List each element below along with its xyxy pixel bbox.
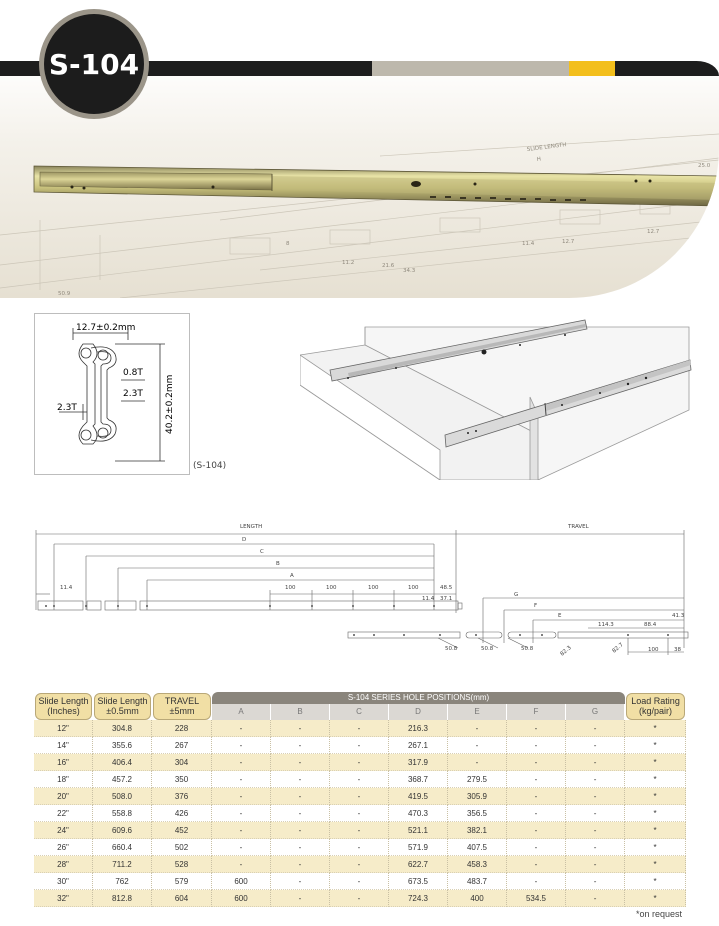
hero-d5: 11.2 xyxy=(342,260,355,266)
model-title: S-104 xyxy=(48,47,140,81)
header-slide-inches: Slide Length (Inches) xyxy=(35,693,92,720)
hole-col-c: C xyxy=(330,704,389,720)
table-cell: 622.7 xyxy=(389,856,448,873)
table-cell: 267.1 xyxy=(389,737,448,754)
drawer-illustration xyxy=(300,315,700,480)
dim-37-1: 37.1 xyxy=(440,596,453,602)
table-row xyxy=(34,737,686,754)
table-row xyxy=(34,771,686,788)
table-cell: 419.5 xyxy=(389,788,448,805)
table-cell: 452 xyxy=(152,822,212,839)
table-cell: - xyxy=(448,754,507,771)
dim-41-3: 41.3 xyxy=(672,613,685,619)
table-row xyxy=(34,754,686,771)
table-cell: 528 xyxy=(152,856,212,873)
table-cell: 24" xyxy=(34,822,93,839)
table-cell: 30" xyxy=(34,873,93,890)
table-cell: - xyxy=(507,771,566,788)
table-cell: - xyxy=(330,856,389,873)
table-cell: - xyxy=(330,822,389,839)
profile-t3: 2.3T xyxy=(57,403,77,413)
table-cell: - xyxy=(448,737,507,754)
dim-pitch-3: 100 xyxy=(368,585,379,591)
table-cell: - xyxy=(330,737,389,754)
table-cell: 267 xyxy=(152,737,212,754)
table-row xyxy=(34,788,686,805)
table-cell: - xyxy=(212,839,271,856)
table-cell: 304 xyxy=(152,754,212,771)
d-label: D xyxy=(242,537,247,543)
table-cell: 600 xyxy=(212,873,271,890)
table-cell: - xyxy=(271,805,330,822)
table-cell: - xyxy=(507,856,566,873)
dim-pitch-4: 100 xyxy=(408,585,419,591)
dim-11-4: 11.4 xyxy=(422,596,435,602)
table-cell: * xyxy=(625,754,686,771)
table-cell: 579 xyxy=(152,873,212,890)
table-row xyxy=(34,822,686,839)
spec-table xyxy=(34,692,686,907)
table-cell: 18" xyxy=(34,771,93,788)
table-cell: * xyxy=(625,856,686,873)
table-cell: 400 xyxy=(448,890,507,907)
table-cell: 22" xyxy=(34,805,93,822)
table-row xyxy=(34,873,686,890)
hero-h: H xyxy=(536,156,542,163)
table-cell: - xyxy=(330,754,389,771)
table-cell: 305.9 xyxy=(448,788,507,805)
table-cell: - xyxy=(271,873,330,890)
table-cell: - xyxy=(507,737,566,754)
dim-38: 38 xyxy=(674,647,681,653)
table-cell: * xyxy=(625,890,686,907)
table-cell: 12" xyxy=(34,720,93,737)
table-cell: - xyxy=(566,771,625,788)
b-label: B xyxy=(276,561,280,567)
hole-col-d: D xyxy=(389,704,448,720)
profile-caption: (S-104) xyxy=(193,461,227,471)
table-cell: - xyxy=(212,737,271,754)
profile-width: 12.7±0.2mm xyxy=(76,323,136,333)
dim-pitch-2: 100 xyxy=(326,585,337,591)
table-cell: - xyxy=(330,839,389,856)
table-cell: 26" xyxy=(34,839,93,856)
hole-col-g: G xyxy=(566,704,625,720)
profile-diagram xyxy=(34,313,190,475)
table-cell: 28" xyxy=(34,856,93,873)
footnote: *on request xyxy=(635,909,682,919)
hero-d8: 8 xyxy=(286,241,290,247)
table-cell: - xyxy=(566,873,625,890)
table-cell: - xyxy=(566,737,625,754)
table-cell: 407.5 xyxy=(448,839,507,856)
table-cell: - xyxy=(507,873,566,890)
table-cell: * xyxy=(625,873,686,890)
profile-t2: 2.3T xyxy=(123,389,143,399)
table-row xyxy=(34,890,686,907)
table-cell: * xyxy=(625,788,686,805)
table-cell: 406.4 xyxy=(93,754,152,771)
table-cell: - xyxy=(271,771,330,788)
table-cell: * xyxy=(625,737,686,754)
table-cell: 355.6 xyxy=(93,737,152,754)
hero-d9: 50.9 xyxy=(58,291,71,297)
table-cell: - xyxy=(212,788,271,805)
table-cell: - xyxy=(271,890,330,907)
table-cell: - xyxy=(330,788,389,805)
table-cell: - xyxy=(507,822,566,839)
table-cell: - xyxy=(566,788,625,805)
table-cell: 458.3 xyxy=(448,856,507,873)
table-cell: 470.3 xyxy=(389,805,448,822)
table-cell: - xyxy=(566,822,625,839)
table-cell: - xyxy=(271,754,330,771)
table-cell: 534.5 xyxy=(507,890,566,907)
table-row xyxy=(34,720,686,737)
table-body xyxy=(34,720,686,907)
table-cell: * xyxy=(625,805,686,822)
table-cell: 571.9 xyxy=(389,839,448,856)
hero-d4: 12.7 xyxy=(647,229,660,235)
table-cell: 508.0 xyxy=(93,788,152,805)
dim-114-3: 114.3 xyxy=(598,622,614,628)
header-travel: TRAVEL ±5mm xyxy=(153,693,211,720)
table-cell: - xyxy=(271,720,330,737)
hero-d7: 34.3 xyxy=(403,268,416,274)
hero-d2: 11.4 xyxy=(522,241,535,247)
table-cell: 600 xyxy=(212,890,271,907)
table-cell: 426 xyxy=(152,805,212,822)
c-label: C xyxy=(260,549,264,555)
table-cell: 350 xyxy=(152,771,212,788)
table-cell: 762 xyxy=(93,873,152,890)
dim-50-8c: 50.8 xyxy=(521,646,534,652)
dim-11-4-left: 11.4 xyxy=(60,585,73,591)
table-cell: - xyxy=(271,788,330,805)
table-cell: * xyxy=(625,720,686,737)
dim-88-4: 88.4 xyxy=(644,622,657,628)
table-row xyxy=(34,805,686,822)
table-cell: - xyxy=(271,737,330,754)
table-cell: - xyxy=(212,754,271,771)
header-bar-grey xyxy=(372,61,569,76)
table-cell: - xyxy=(507,788,566,805)
table-cell: - xyxy=(330,771,389,788)
table-cell: 20" xyxy=(34,788,93,805)
table-cell: 609.6 xyxy=(93,822,152,839)
table-cell: 304.8 xyxy=(93,720,152,737)
table-cell: - xyxy=(507,839,566,856)
dim-82-3: 82.3 xyxy=(559,645,573,658)
table-cell: 16" xyxy=(34,754,93,771)
table-cell: - xyxy=(507,805,566,822)
table-cell: 216.3 xyxy=(389,720,448,737)
dim-pitch-1: 100 xyxy=(285,585,296,591)
table-cell: 376 xyxy=(152,788,212,805)
dim-50-8a: 50.8 xyxy=(445,646,458,652)
hole-col-b: B xyxy=(271,704,330,720)
technical-drawing xyxy=(28,518,692,663)
table-cell: - xyxy=(330,873,389,890)
table-cell: 812.8 xyxy=(93,890,152,907)
table-cell: - xyxy=(330,720,389,737)
table-cell: - xyxy=(566,805,625,822)
hole-col-e: E xyxy=(448,704,507,720)
table-row xyxy=(34,856,686,873)
hole-col-a: A xyxy=(212,704,271,720)
table-row xyxy=(34,839,686,856)
table-cell: 279.5 xyxy=(448,771,507,788)
table-cell: 660.4 xyxy=(93,839,152,856)
table-cell: 457.2 xyxy=(93,771,152,788)
table-cell: 502 xyxy=(152,839,212,856)
header-bar-yellow xyxy=(569,61,615,76)
hero-d3: 12.7 xyxy=(562,239,575,245)
table-cell: - xyxy=(271,856,330,873)
header-slide-mm: Slide Length ±0.5mm xyxy=(94,693,151,720)
table-cell: 356.5 xyxy=(448,805,507,822)
hero-d1: 25.0 xyxy=(698,163,711,169)
table-cell: 558.8 xyxy=(93,805,152,822)
profile-drawing xyxy=(35,314,189,474)
header-bar-end xyxy=(615,61,719,76)
table-cell: * xyxy=(625,822,686,839)
profile-height: 40.2±0.2mm xyxy=(165,374,175,434)
table-cell: 317.9 xyxy=(389,754,448,771)
table-cell: - xyxy=(566,754,625,771)
table-cell: - xyxy=(566,839,625,856)
table-cell: - xyxy=(566,720,625,737)
hero-slide-length: SLIDE LENGTH xyxy=(526,142,567,153)
model-badge xyxy=(44,14,144,114)
table-cell: - xyxy=(212,822,271,839)
table-cell: 521.1 xyxy=(389,822,448,839)
profile-t1: 0.8T xyxy=(123,368,143,378)
hero-d6: 21.6 xyxy=(382,263,395,269)
travel-label: TRAVEL xyxy=(568,524,589,530)
table-cell: - xyxy=(566,890,625,907)
table-cell: 228 xyxy=(152,720,212,737)
dim-50-8b: 50.8 xyxy=(481,646,494,652)
table-cell: 711.2 xyxy=(93,856,152,873)
f-label: F xyxy=(534,603,538,609)
dim-100: 100 xyxy=(648,647,659,653)
dim-82-7: 82.7 xyxy=(611,642,625,655)
header-hole-positions: S-104 SERIES HOLE POSITIONS(mm) xyxy=(212,692,625,704)
table-cell: - xyxy=(212,805,271,822)
table-cell: - xyxy=(330,890,389,907)
table-cell: - xyxy=(448,720,507,737)
dim-48-5: 48.5 xyxy=(440,585,453,591)
table-cell: - xyxy=(566,856,625,873)
table-cell: - xyxy=(271,839,330,856)
table-cell: - xyxy=(271,822,330,839)
g-label: G xyxy=(514,592,519,598)
table-cell: 382.1 xyxy=(448,822,507,839)
table-cell: 483.7 xyxy=(448,873,507,890)
table-cell: - xyxy=(330,805,389,822)
a-label: A xyxy=(290,573,294,579)
table-cell: 32" xyxy=(34,890,93,907)
table-cell: - xyxy=(507,720,566,737)
table-cell: - xyxy=(507,754,566,771)
header-load-rating: Load Rating (kg/pair) xyxy=(626,693,685,720)
table-cell: - xyxy=(212,771,271,788)
table-cell: 673.5 xyxy=(389,873,448,890)
table-cell: 368.7 xyxy=(389,771,448,788)
table-cell: 724.3 xyxy=(389,890,448,907)
table-cell: * xyxy=(625,771,686,788)
table-cell: - xyxy=(212,720,271,737)
length-label: LENGTH xyxy=(240,524,263,530)
hole-col-f: F xyxy=(507,704,566,720)
table-cell: 604 xyxy=(152,890,212,907)
table-cell: * xyxy=(625,839,686,856)
table-cell: - xyxy=(212,856,271,873)
table-cell: 14" xyxy=(34,737,93,754)
e-label: E xyxy=(558,613,562,619)
